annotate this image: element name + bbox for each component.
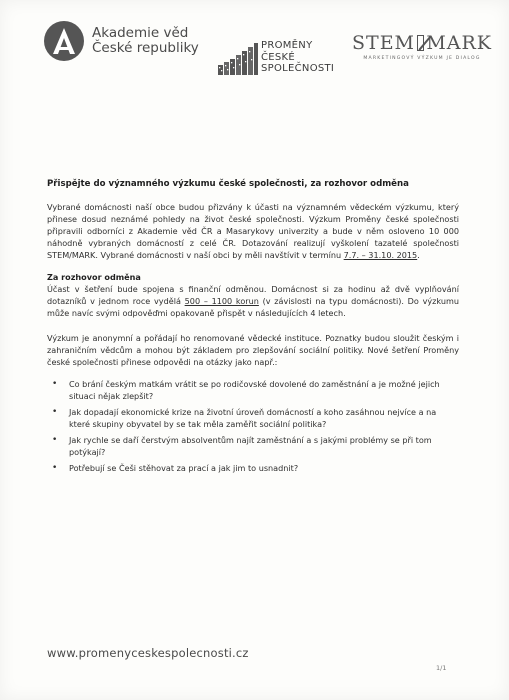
letter-title: Přispějte do významného výzkumu české společnosti, za rozhovor odměna xyxy=(47,179,409,189)
reward-amount: 500 – 1100 korun xyxy=(184,296,259,306)
bar-graph-icon xyxy=(217,43,259,75)
question-list xyxy=(47,378,459,474)
page-number: 1/1 xyxy=(436,664,447,672)
list-item: • Jak rychle se daří čerstvým absolventům najít zaměstnání a s jakými problémy se při tom potýkají? xyxy=(69,434,459,458)
project-name-line3: SPOLEČNOSTI xyxy=(261,63,335,74)
project-logo xyxy=(217,40,334,75)
list-item: • Jak dopadají ekonomické krize na životní úroveň domácností a koho zasáhnou nejvíce a na které skupiny obyvatel by se tak měla zaměřit sociální politika? xyxy=(69,406,459,430)
stemmark-right: MARK xyxy=(426,32,492,54)
intro-text: Vybrané domácnosti naší obce budou přizvány k účasti na významném vědeckém výzkumu, který přinese dosud neznámé pohledy na život české společnosti. Výzkum Proměny české společnosti připravili odborníci z Akademie věd ČR a Masarykovy univerzity a bude v něm osloveno 10 000 náhodně vybraných domácností z celé ČR. Dotazování realizují vyškolení tazatelé společnosti STEM/MARK. Vybrané domácnosti v naší obci by měli navštívit v termínu xyxy=(47,202,459,260)
intro-paragraph xyxy=(47,201,459,261)
anonymity-paragraph: Výzkum je anonymní a pořádají ho renomované vědecké instituce. Poznatky budou sloužit českým i zahraničním vědcům a mohou být základem pro zlepšování sociální politiky. Nové šetření Proměny české společnosti přinese odpovědi na otázky jako např.: xyxy=(47,333,459,367)
reward-paragraph xyxy=(47,283,459,319)
project-name-line2: ČESKÉ xyxy=(261,51,296,63)
academy-name-line1: Akademie věd xyxy=(92,25,189,41)
stemmark-tagline: MARKETINGOVÝ VÝZKUM JE DIALOG xyxy=(363,56,481,61)
slash-box-icon xyxy=(417,35,424,51)
intro-end: . xyxy=(417,250,420,260)
academy-logo xyxy=(44,18,199,64)
survey-dates: 7.7. – 31.10. 2015 xyxy=(343,250,418,260)
reward-text-end: (v závislosti na typu domácnosti). Do výzkumu může navíc svými odpověďmi opakovaně přispět v následujících 4 letech. xyxy=(47,296,459,318)
academy-seal-icon xyxy=(44,21,84,61)
stemmark-left: STEM xyxy=(352,32,416,54)
reward-text: Účast v šetření bude spojena s finanční odměnou. Domácnost si za hodinu až dvě vyplňování dotazníků v jednom roce vydělá xyxy=(47,284,459,306)
academy-name-line2: České republiky xyxy=(92,40,199,56)
reward-heading: Za rozhovor odměna xyxy=(47,272,141,282)
list-item: • Co brání českým matkám vrátit se po rodičovské dovolené do zaměstnání a je možné jejich situaci nějak zlepšit? xyxy=(69,378,459,402)
project-name-line1: PROMĚNY xyxy=(261,40,313,51)
stemmark-logo xyxy=(352,32,492,61)
letter-body xyxy=(47,178,459,478)
website-url: www.promenyceskespolecnosti.cz xyxy=(47,646,249,660)
list-item: • Potřebují se Češi stěhovat za prací a jak jim to usnadnit? xyxy=(69,462,459,474)
